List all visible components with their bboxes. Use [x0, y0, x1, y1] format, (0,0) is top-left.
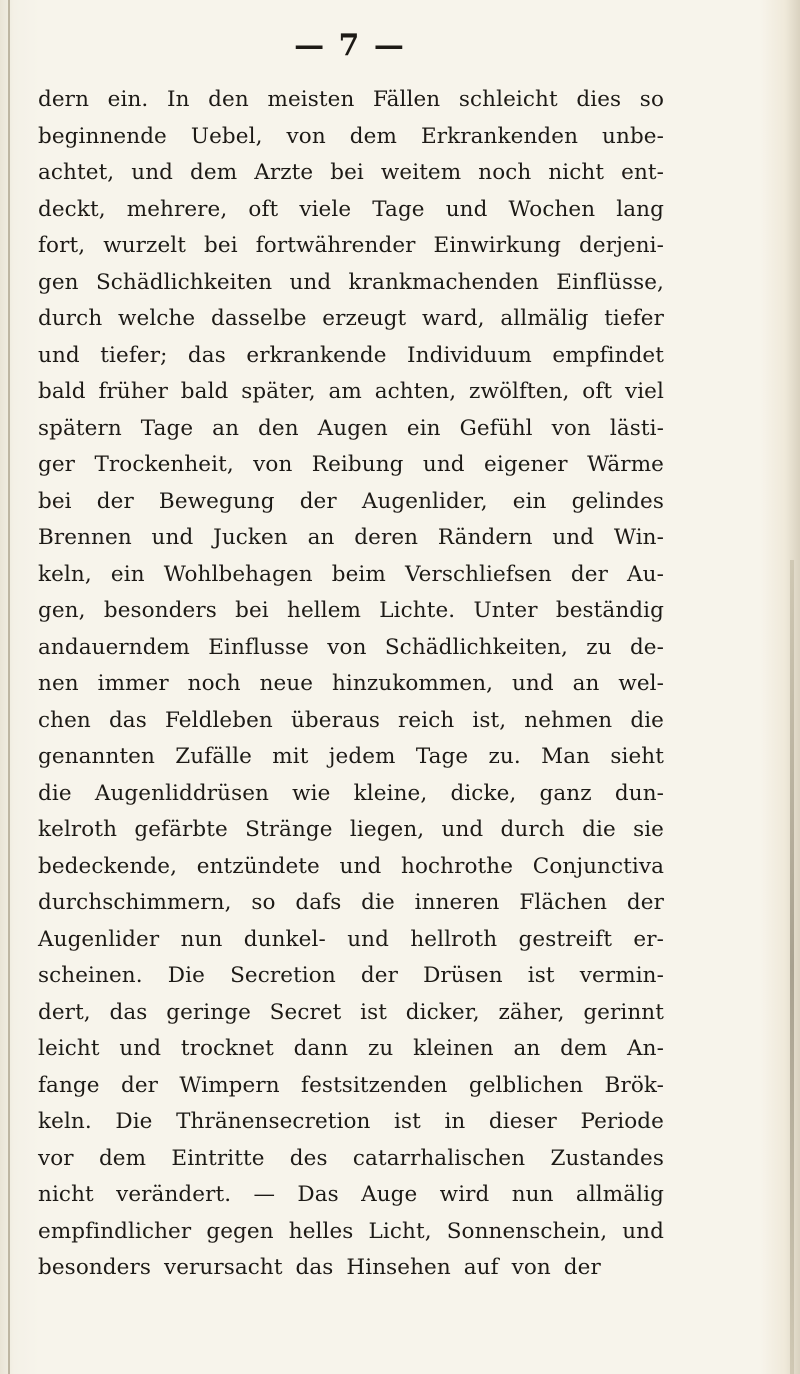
text-line: besonders verursacht das Hinsehen auf von der: [38, 1255, 601, 1280]
text-line: gen Schädlichkeiten und krankmachenden Einflüsse,: [38, 269, 664, 295]
text-line: durchschimmern, so dafs die inneren Flächen der: [38, 890, 664, 915]
text-line: Brennen und Jucken an deren Rändern und Win-: [38, 525, 664, 550]
text-line: vor dem Eintritte des catarrhalischen Zustandes: [38, 1145, 664, 1171]
text-line: empfindlicher gegen helles Licht, Sonnenschein, und: [38, 1218, 664, 1244]
text-line: bei der Bewegung der Augenlider, ein gelindes: [38, 488, 664, 514]
text-line: deckt, mehrere, oft viele Tage und Wochen lang: [38, 196, 664, 222]
text-line: durch welche dasselbe erzeugt ward, allmälig tiefer: [38, 306, 664, 331]
text-line: dern ein. In den meisten Fällen schleicht dies so: [38, 87, 664, 112]
text-line: beginnende Uebel, von dem Erkrankenden unbe-: [38, 123, 664, 149]
text-line: keln, ein Wohlbehagen beim Verschliefsen der Au-: [38, 561, 664, 587]
text-line: achtet, und dem Arzte bei weitem noch nicht ent-: [38, 160, 664, 185]
text-line: chen das Feldleben überaus reich ist, nehmen die: [38, 707, 664, 733]
text-line: nen immer noch neue hinzukommen, und an wel-: [38, 671, 664, 696]
page-number: — 7 —: [294, 28, 406, 63]
text-line: Augenlider nun dunkel- und hellroth gestreift er-: [38, 926, 664, 952]
text-line: und tiefer; das erkrankende Individuum empfindet: [38, 342, 664, 368]
text-line: nicht verändert. — Das Auge wird nun allmälig: [38, 1182, 664, 1207]
text-line: die Augenliddrüsen wie kleine, dicke, ganz dun-: [38, 780, 664, 806]
text-line: leicht und trocknet dann zu kleinen an dem An-: [38, 1036, 664, 1061]
text-line: spätern Tage an den Augen ein Gefühl von lästi-: [38, 415, 664, 441]
text-line: keln. Die Thränensecretion ist in dieser Periode: [38, 1109, 664, 1134]
text-line: bald früher bald später, am achten, zwölften, oft viel: [38, 379, 664, 404]
text-line: scheinen. Die Secretion der Drüsen ist vermin-: [38, 963, 664, 988]
text-line: gen, besonders bei hellem Lichte. Unter beständig: [38, 598, 664, 623]
page-gutter-edge: [8, 0, 10, 1374]
body-text: [38, 82, 664, 1287]
text-line: kelroth gefärbte Stränge liegen, und durch die sie: [38, 817, 664, 842]
text-line: genannten Zufälle mit jedem Tage zu. Man sieht: [38, 744, 664, 769]
text-line: ger Trockenheit, von Reibung und eigener Wärme: [38, 452, 664, 477]
text-line: fort, wurzelt bei fortwährender Einwirkung derjeni-: [38, 233, 664, 258]
page-right-edge: [790, 560, 794, 1374]
text-line: andauerndem Einflusse von Schädlichkeiten, zu de-: [38, 634, 664, 660]
text-line: fange der Wimpern festsitzenden gelblichen Brök-: [38, 1072, 664, 1098]
text-line: dert, das geringe Secret ist dicker, zäher, gerinnt: [38, 999, 664, 1025]
text-line: bedeckende, entzündete und hochrothe Conjunctiva: [38, 853, 664, 879]
